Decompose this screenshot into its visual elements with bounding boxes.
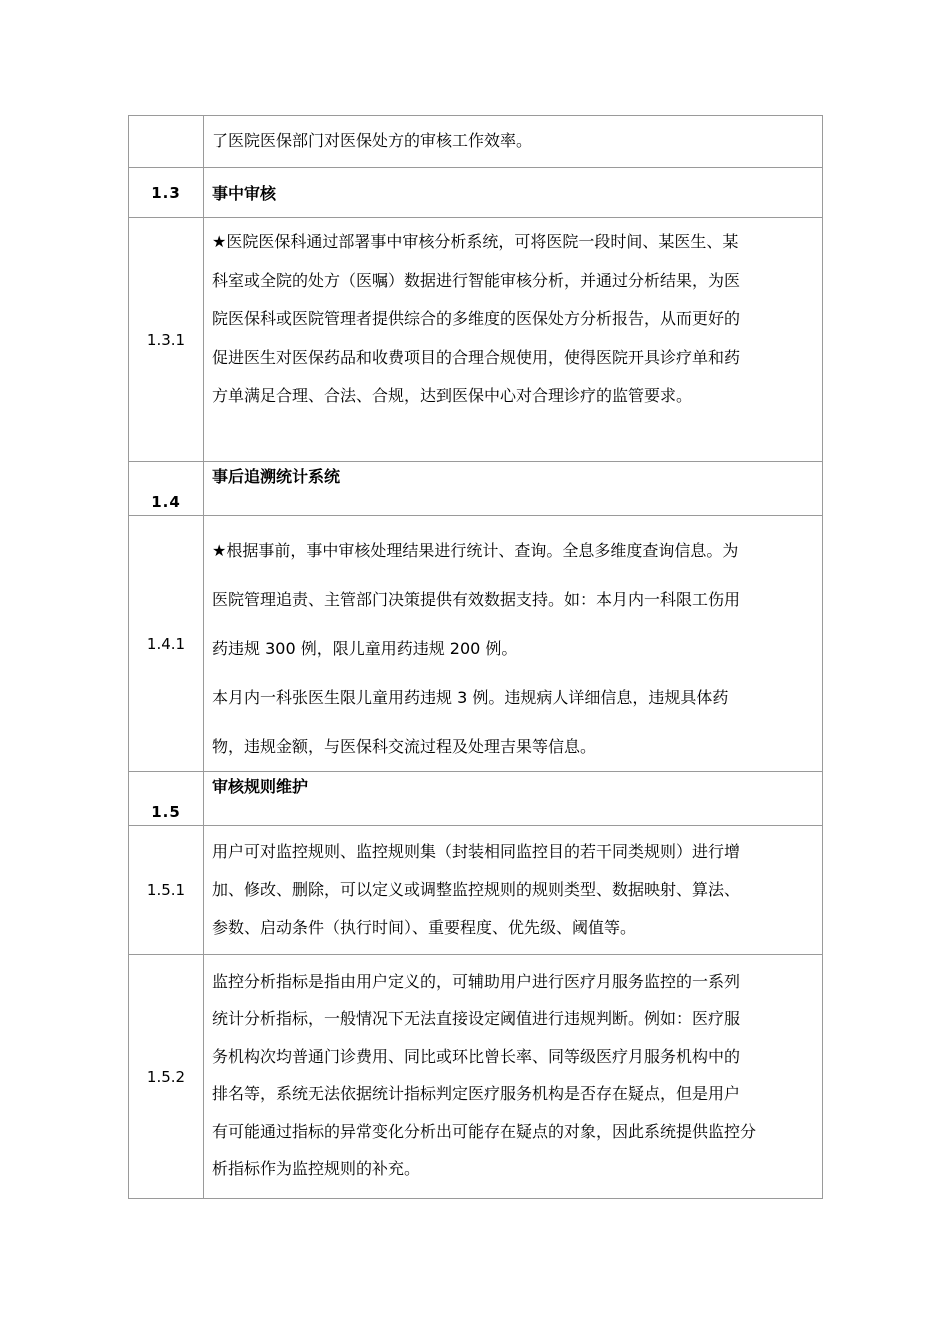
section-title: 审核规则维护	[204, 772, 823, 826]
table-row	[129, 168, 823, 218]
text-line: 参数、启动条件（执行时间）、重要程度、优先级、阈值等。	[212, 918, 637, 937]
text-line: 医院管理追责、主管部门决策提供有效数据支持。如：本月内一科限工伤用	[212, 590, 741, 609]
row-number: 1.5.1	[129, 826, 204, 955]
section-number: 1.5	[129, 772, 204, 826]
table-row	[129, 955, 823, 1199]
text-line: 药违规 300 例，限儿童用药违规 200 例。	[212, 639, 518, 658]
row-number	[129, 116, 204, 168]
text-line: 监控分析指标是指由用户定义的，可辅助用户进行医疗月服务监控的一系列	[212, 972, 741, 991]
table-row	[129, 826, 823, 955]
section-title: 事后追溯统计系统	[204, 462, 823, 516]
table-row	[129, 116, 823, 168]
section-number: 1.3	[129, 168, 204, 218]
text-line: 院医保科或医院管理者提供综合的多维度的医保处方分析报告，从而更好的	[212, 309, 741, 328]
text-line: 物，违规金额，与医保科交流过程及处理吉果等信息。	[212, 737, 597, 756]
section-number: 1.4	[129, 462, 204, 516]
table-row	[129, 462, 823, 516]
text-line: 了医院医保部门对医保处方的审核工作效率。	[212, 131, 533, 151]
row-content	[204, 218, 823, 462]
table-row	[129, 772, 823, 826]
text-line: 加、修改、删除，可以定义或调整监控规则的规则类型、数据映射、算法、	[212, 880, 741, 899]
row-number: 1.4.1	[129, 516, 204, 772]
text-line: 统计分析指标，一般情况下无法直接设定阈值进行违规判断。例如：医疗服	[212, 1009, 741, 1029]
text-line: 排名等，系统无法依据统计指标判定医疗服务机构是否存在疑点，但是用户	[212, 1084, 741, 1104]
row-content	[204, 516, 823, 772]
text-line: 析指标作为监控规则的补充。	[212, 1159, 421, 1179]
text-line: 促进医生对医保药品和收费项目的合理合规使用，使得医院开具诊疗单和药	[212, 347, 741, 367]
text-line: 科室或全院的处方（医嘱）数据进行智能审核分析，并通过分析结果，为医	[212, 270, 741, 290]
text-line: 方单满足合理、合法、合规，达到医保中心对合理诊疗的监管要求。	[212, 386, 693, 405]
row-content	[204, 955, 823, 1199]
text-line: 务机构次均普通门诊费用、同比或环比曾长率、同等级医疗月服务机构中的	[212, 1046, 741, 1066]
row-number: 1.5.2	[129, 955, 204, 1199]
row-content	[204, 116, 823, 168]
text-line: 用户可对监控规则、监控规则集（封装相同监控目的若干同类规则）进行增	[212, 842, 741, 861]
row-content	[204, 826, 823, 955]
text-line: 有可能通过指标的异常变化分析出可能存在疑点的对象，因此系统提供监控分	[212, 1121, 757, 1141]
row-number: 1.3.1	[129, 218, 204, 462]
text-line: ★医院医保科通过部署事中审核分析系统，可将医院一段时间、某医生、某	[212, 232, 739, 251]
text-line: ★根据事前，事中审核处理结果进行统计、查询。全息多维度查询信息。为	[212, 541, 739, 560]
table-row	[129, 218, 823, 462]
section-title: 事中审核	[204, 168, 823, 218]
text-line: 本月内一科张医生限儿童用药违规 3 例。违规病人详细信息，违规具体药	[212, 688, 729, 707]
table-row	[129, 516, 823, 772]
requirements-table	[128, 115, 823, 1199]
